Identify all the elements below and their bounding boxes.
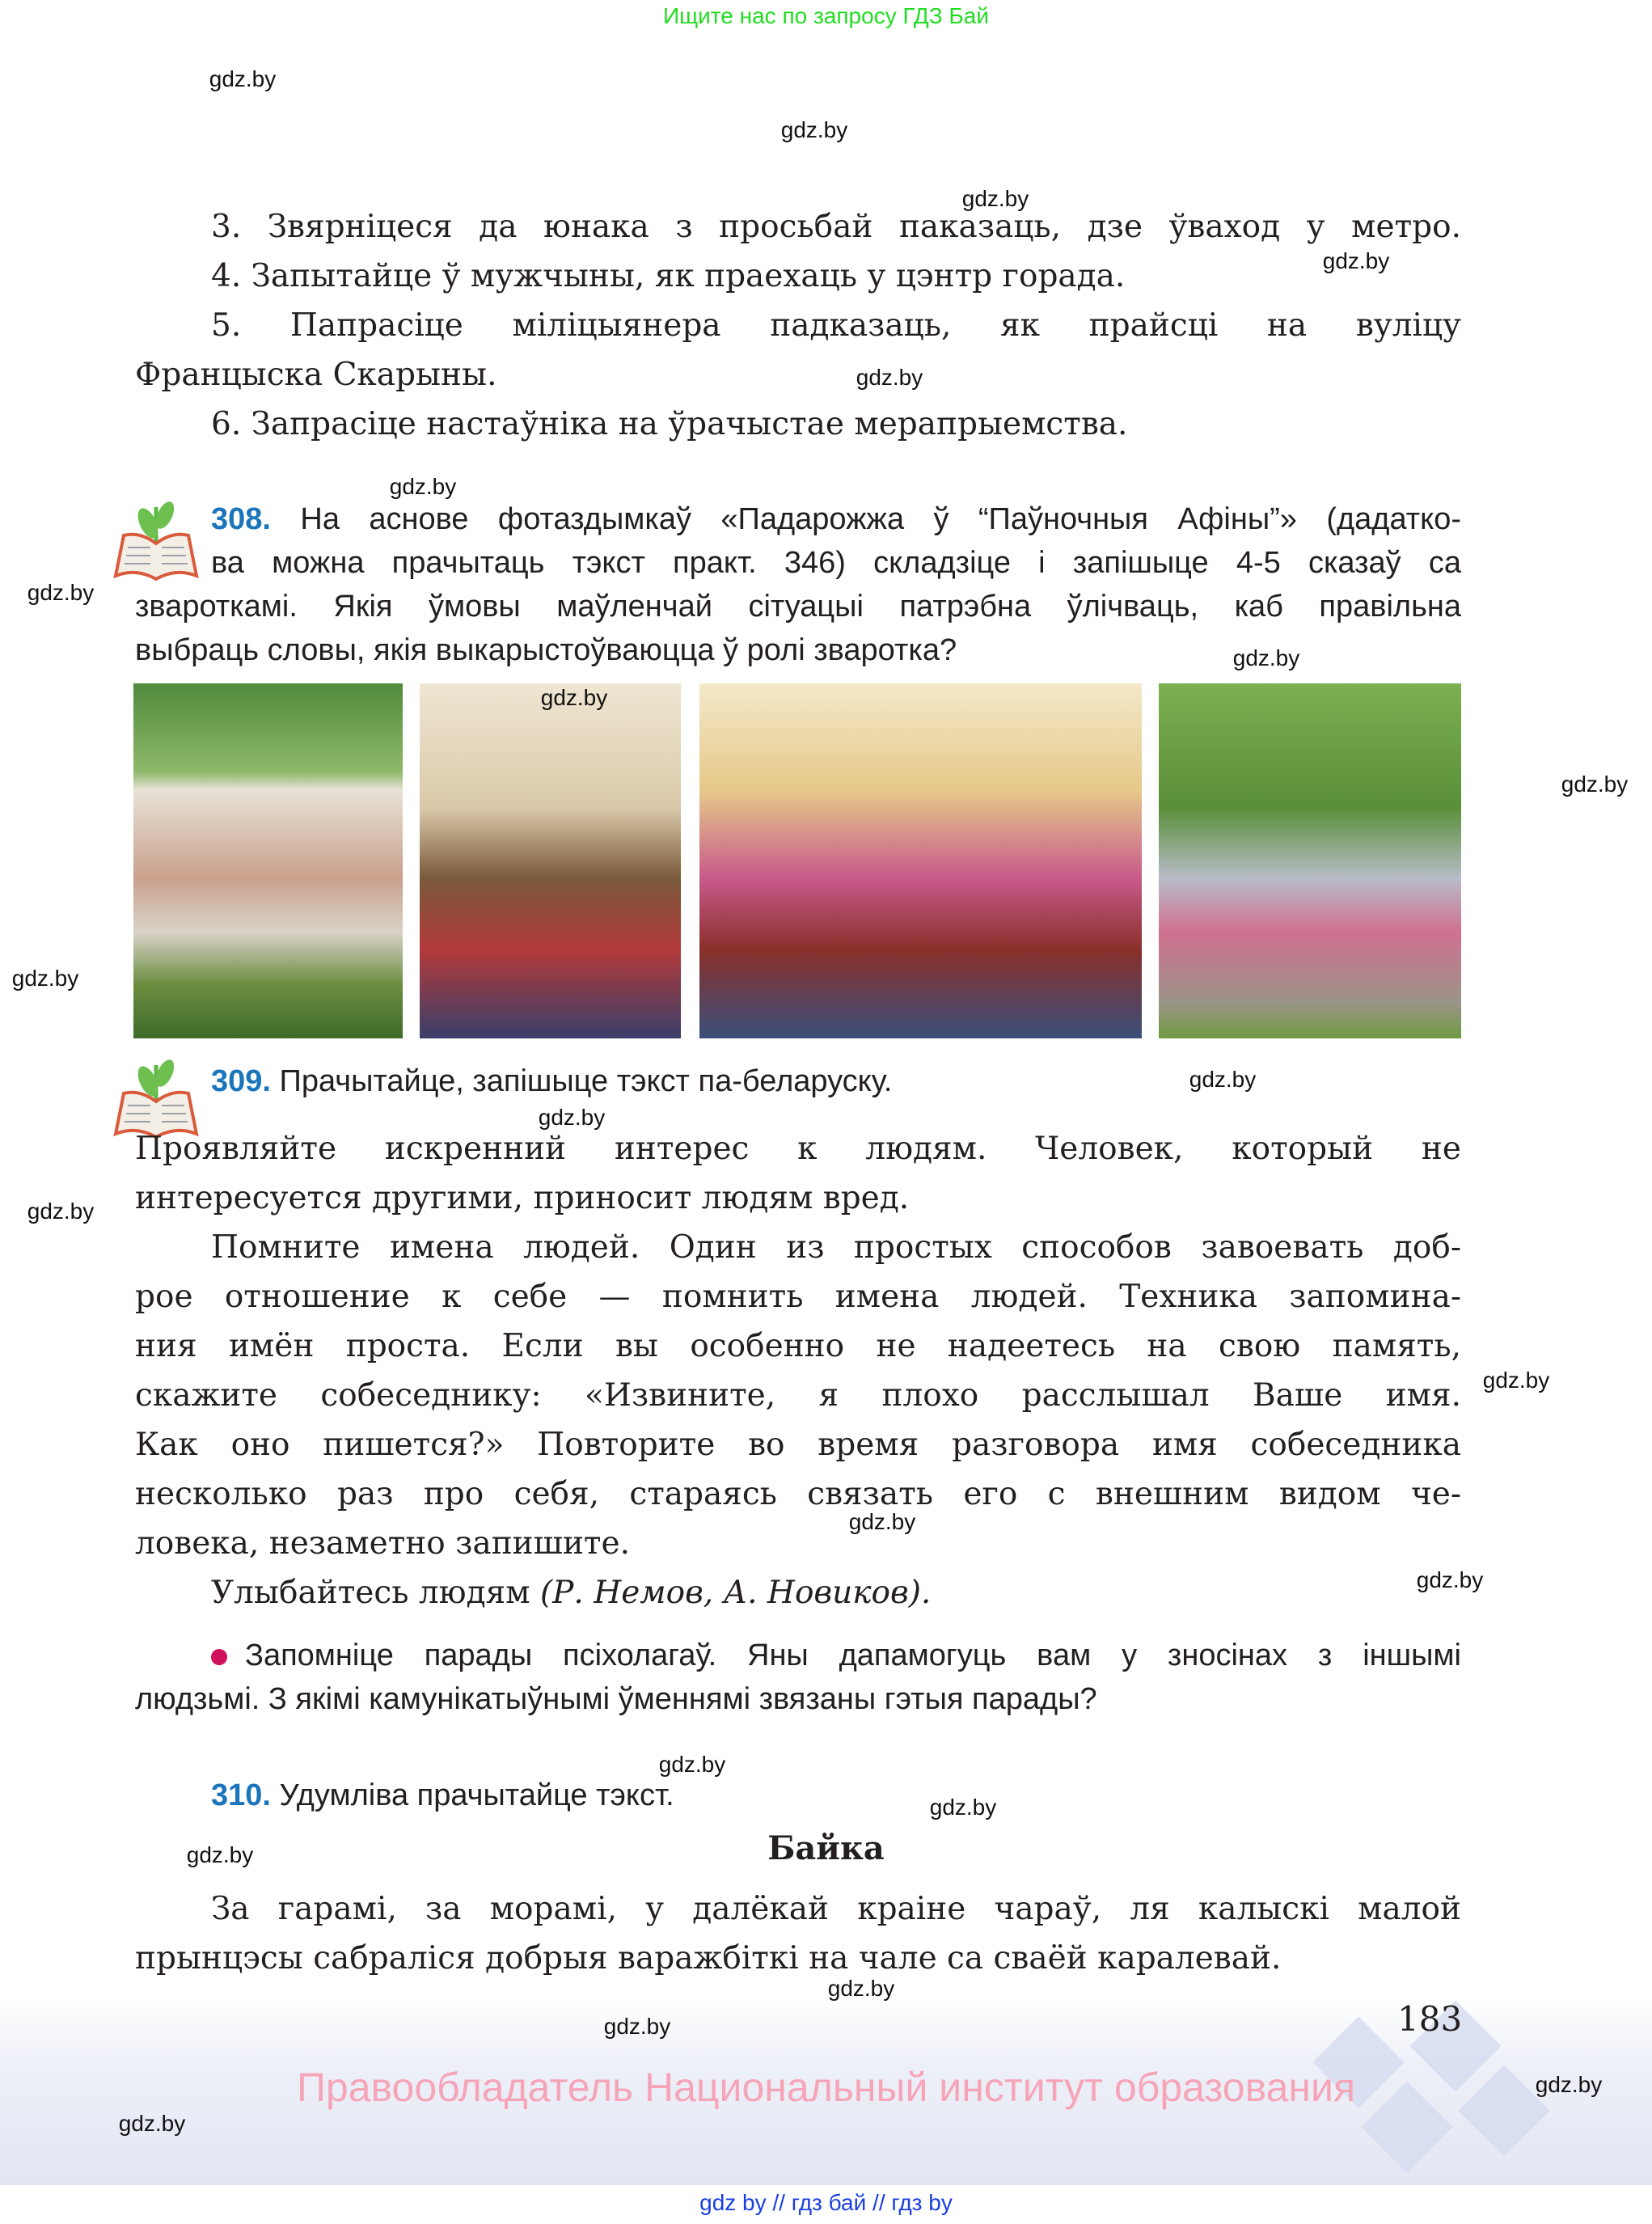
watermark: gdz.by xyxy=(389,474,457,499)
photo-museum-hall xyxy=(420,683,681,1038)
text-line: ловека, незаметно запишите. xyxy=(135,1525,630,1562)
watermark: gdz.by xyxy=(209,66,277,91)
page-number: 183 xyxy=(1397,1999,1463,2039)
watermark: gdz.by xyxy=(540,685,608,710)
text-line: Как оно пишется?» Повторите во время разговора имя собеседника xyxy=(135,1427,1461,1463)
exercise-310-task: 310. Удумліва прачытайце тэкст. xyxy=(211,1778,674,1812)
text-line: 5. Папрасіце міліцыянера падказаць, як прайсці на вуліцу xyxy=(211,307,1461,344)
bullet-task-line: людзьмі. З якімі камунікатыўнымі ўменнямі звязаны гэтыя парады? xyxy=(135,1682,1097,1716)
exercise-308-line: выбраць словы, якія выкарыстоўваюцца ў ролі зваротка? xyxy=(135,633,957,667)
text-line: Улыбайтесь людям (Р. Немов, А. Новиков). xyxy=(211,1575,932,1611)
exercise-308-line: звароткамі. Якія ўмовы маўленчай сітуацыі патрэбна ўлічваць, каб правільна xyxy=(135,590,1461,624)
watermark: gdz.by xyxy=(929,1795,997,1820)
watermark: gdz.by xyxy=(538,1105,606,1130)
text-line: рое отношение к себе — помнить имена людей. Техника запомина- xyxy=(135,1279,1461,1315)
exercise-number: 308. xyxy=(211,502,271,536)
text-line: 3. Звярніцеся да юнака з просьбай паказаць, дзе ўваход у метро. xyxy=(211,209,1461,245)
watermark: gdz.by xyxy=(27,1199,95,1224)
exercise-308-line: 308. На аснове фотаздымкаў «Падарожжа ў “Паўночныя Афіны”» (дадатко- xyxy=(211,502,1462,536)
text-line: 6. Запрасіце настаўніка на ўрачыстае мерапрыемства. xyxy=(211,406,1128,442)
watermark: gdz.by xyxy=(603,2014,671,2039)
text-line: интересуется другими, приносит людям вред. xyxy=(135,1180,910,1216)
text-line: несколько раз про себя, стараясь связать его с внешним видом че- xyxy=(135,1476,1461,1512)
photo-pavilion xyxy=(133,683,403,1038)
watermark: gdz.by xyxy=(780,117,848,142)
watermark: gdz.by xyxy=(1561,772,1629,797)
text-line: За гарамі, за морамі, у далёкай краіне чараў, ля калыскі малой xyxy=(211,1891,1461,1927)
watermark: gdz.by xyxy=(1416,1567,1484,1592)
search-hint: Ищите нас по запросу ГДЗ Бай xyxy=(662,3,990,28)
text-line: 4. Запытайце ў мужчыны, як праехаць у цэнтр горада. xyxy=(211,258,1126,294)
watermark: gdz.by xyxy=(961,186,1029,211)
watermark: gdz.by xyxy=(1535,2072,1603,2097)
copyright-notice: Правообладатель Национальный институт образования xyxy=(296,2065,1356,2110)
photo-sundial xyxy=(1159,683,1461,1038)
bullet-task-line: Запомніце парады псіхолагаў. Яны дапамогуць вам у зносінах з іншымі xyxy=(211,1634,1461,1677)
text-title: Байка xyxy=(767,1829,885,1867)
text-line: прынцэсы сабраліся добрыя варажбіткі на чале са сваёй каралевай. xyxy=(135,1940,1282,1977)
watermark: gdz.by xyxy=(186,1842,254,1867)
text-line: Помните имена людей. Один из простых способов завоевать доб- xyxy=(211,1229,1461,1266)
watermark: gdz.by xyxy=(1189,1067,1257,1092)
exercise-number: 310. xyxy=(211,1778,271,1812)
watermark: gdz.by xyxy=(1322,248,1390,273)
watermark: gdz.by xyxy=(848,1509,916,1534)
text-line: Францыска Скарыны. xyxy=(135,357,497,393)
text-line: Проявляйте искренний интерес к людям. Человек, который не xyxy=(135,1131,1461,1167)
watermark: gdz.by xyxy=(856,365,923,390)
exercise-number: 309. xyxy=(211,1064,271,1098)
exercise-308-line: ва можна прачытаць тэкст практ. 346) складзіце і запішыце 4-5 сказаў са xyxy=(211,546,1461,580)
text-line: скажите собеседнику: «Извините, я плохо расслышал Ваше имя. xyxy=(135,1377,1461,1414)
exercise-309-task: 309. Прачытайце, запішыце тэкст па-беларуску. xyxy=(211,1064,893,1098)
authors: (Р. Немов, А. Новиков). xyxy=(539,1575,932,1611)
watermark: gdz.by xyxy=(1232,645,1300,670)
watermark: gdz.by xyxy=(27,580,95,605)
watermark: gdz.by xyxy=(1482,1368,1550,1393)
watermark: gdz.by xyxy=(11,966,79,991)
text-line: ния имён проста. Если вы особенно не надеетесь на свою память, xyxy=(135,1328,1461,1364)
watermark: gdz.by xyxy=(118,2111,186,2136)
watermark: gdz.by xyxy=(827,1976,895,2001)
photo-palace-room xyxy=(699,683,1142,1038)
book-plant-icon xyxy=(112,495,201,584)
site-links[interactable]: gdz by // гдз бай // гдз by xyxy=(699,2190,953,2215)
watermark: gdz.by xyxy=(658,1752,726,1777)
bullet-icon xyxy=(211,1649,227,1665)
